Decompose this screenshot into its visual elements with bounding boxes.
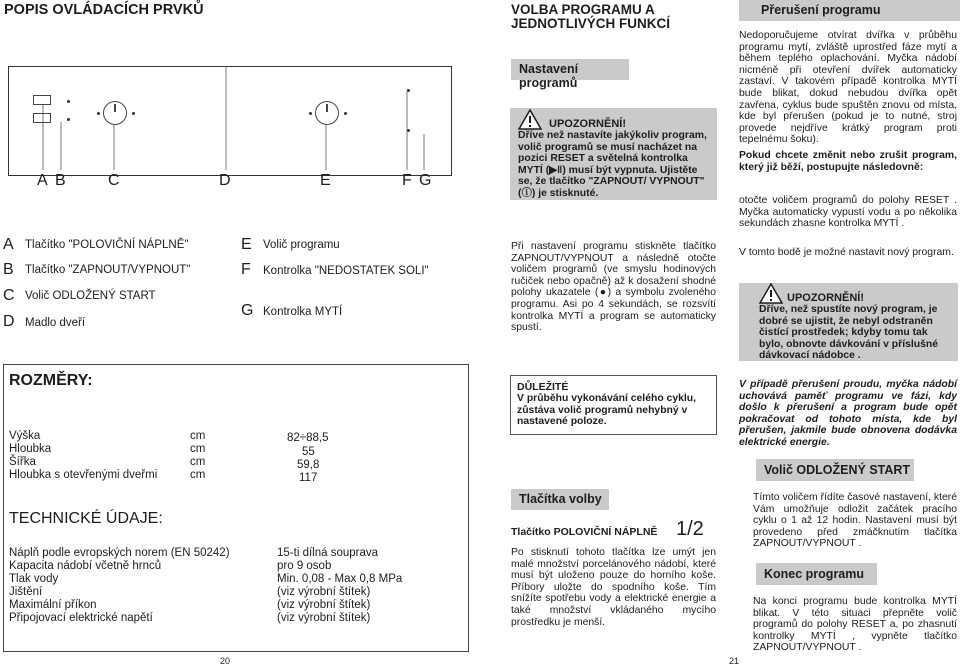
legend-letter-d: D: [3, 313, 15, 330]
dim-label-height: Výška: [9, 430, 41, 442]
cancel-paragraph-2: V tomto bodě je možné nastavit nový program.: [739, 247, 954, 258]
warning-text-2: Dříve, než spustíte nový program, je dobré se ujistit, že nebyl odstraněn čistící prostředek; kdyby tomu tak bylo, obnovte dávkování v příslušné dávkovací nádobce .: [759, 304, 938, 361]
warning-box-1: [510, 108, 717, 200]
tech-label-capacity: Náplň podle evropských norem (EN 50242): [9, 547, 230, 559]
delay-header-box: [756, 459, 914, 481]
technical-title: TECHNICKÉ ÚDAJE:: [9, 510, 163, 527]
panel-letter-f: F: [402, 172, 412, 189]
tech-label-dishes: Kapacita nádobí včetně hrnců: [9, 560, 162, 572]
legend-letter-a: A: [3, 236, 14, 253]
tech-value-fuse: (viz výrobní štítek): [277, 586, 371, 598]
important-box: [510, 375, 717, 435]
dim-label-open-depth: Hloubka s otevřenými dveřmi: [9, 469, 158, 481]
important-text: V průběhu vykonávání celého cyklu, zůstáva volič programů nehybný v nastavené poloze.: [517, 393, 697, 427]
interrupt-paragraph: Nedoporučujeme otvírat dvířka v průběhu programu mytí, zvláště uprostřed fáze mytí a během teplého oplachování. Myčka nádobí nicméně při otevření dvířek automaticky zastaví. V takovém případě kontrolka MYTÍ bude blikat, dokud nebudou dvířka opět zavřena, cyklus bude spuštěn znovu od místa, kde byl přerušen (pokud je to nutné, stroj provede nejdříve krátký program proti tepelnému šoku).: [739, 30, 957, 146]
warning-icon: [759, 283, 783, 304]
legend-letter-g: G: [241, 302, 254, 319]
page-title: POPIS OVLÁDACÍCH PRVKŮ: [4, 2, 204, 18]
page-number-left: 20: [220, 656, 231, 666]
setting-paragraph: Při nastavení programu stiskněte tlačítko ZAPNOUT/VYPNOUT a následně otočte voličem programů (ve smyslu hodinových ručiček nebo opačně) až k dosažení shodné polohy ukazatele (●) a symbolu zvoleného programu. Asi po 4 sekundách, se rozsvítí kontrolka MYTÍ a program se automaticky spustí.: [511, 241, 716, 334]
legend-label-c: Volič ODLOŽENÝ START: [25, 290, 156, 302]
legend-letter-e: E: [241, 236, 252, 253]
dim-unit-open-depth: cm: [190, 469, 206, 481]
tech-value-pressure: Min. 0,08 - Max 0,8 MPa: [277, 573, 403, 585]
dim-label-depth: Hloubka: [9, 443, 52, 455]
tech-value-voltage: (viz výrobní štítek): [277, 612, 371, 624]
warning-box-2: [739, 283, 958, 361]
end-header-box: [756, 563, 877, 585]
warning-title-2: UPOZORNĚNÍ!: [787, 292, 864, 304]
delay-header: Volič ODLOŽENÝ START: [764, 463, 911, 477]
legend-label-g: Kontrolka MYTÍ: [263, 306, 343, 318]
tech-label-pressure: Tlak vody: [9, 573, 59, 585]
important-title: DŮLEŽITÉ: [517, 381, 569, 393]
tech-label-fuse: Jištění: [9, 586, 43, 598]
leader-lines: [0, 0, 470, 185]
panel-letter-g: G: [419, 172, 432, 189]
dim-unit-depth: cm: [190, 443, 206, 455]
power-outage-note: V případě přerušení proudu, myčka nádobí uchovává paměť programu ve fázi, kdy došlo k přerušení a program bude opět pokračovat od tohoto místa, kde byl přerušen, jakmile bude obnovena dodávka elektrické energie.: [739, 379, 957, 448]
warning-text-1: Dříve než nastavíte jakýkoliv program, volič programů se musí nacházet na pozici RESET a světelná kontrolka MYTÍ (▶‖) musí být vypnuta. Ujistěte se, že tlačítko "ZAPNOUT/ VYPNOUT" (ⓘ) je stisknuté.: [518, 130, 707, 199]
half-load-paragraph: Po stisknutí tohoto tlačítka lze umýt jen malé množství porcelánového nádobí, které musí být uloženo pouze do horního koše. Příbory uložte do spodního koše. Tím snížíte spotřebu vody a elektrické energie a také množství vkládaného mycího prostředku je menší.: [511, 547, 716, 628]
program-section-title-2: JEDNOTLIVÝCH FUNKCÍ: [511, 16, 671, 31]
dim-unit-width: cm: [190, 456, 206, 468]
dimensions-title: ROZMĚRY:: [9, 372, 93, 389]
setting-header-box: [511, 59, 629, 90]
legend-letter-c: C: [3, 287, 15, 304]
legend-letter-b: B: [3, 261, 14, 278]
tech-value-capacity: 15-ti dílná souprava: [277, 547, 379, 559]
end-paragraph: Na konci programu bude kontrolka MYTÍ blikat. V této situaci přepněte volič programů do polohy RESET a, po zhasnutí kontrolky MYTÍ , vypněte tlačítko ZAPNOUT/VYPNOUT .: [753, 596, 957, 654]
panel-letter-d: D: [219, 172, 231, 189]
tech-label-power: Maximální příkon: [9, 599, 97, 611]
setting-header: Nastavení programů: [519, 62, 579, 90]
legend-label-a: Tlačítko "POLOVIČNÍ NÁPLNĚ": [25, 239, 189, 251]
half-load-symbol: 1/2: [676, 518, 704, 540]
legend-label-f: Kontrolka "NEDOSTATEK SOLI": [263, 265, 429, 277]
interrupt-header: Přerušení programu: [761, 3, 881, 17]
legend-label-d: Madlo dveří: [25, 317, 86, 329]
delay-paragraph: Tímto voličem řídíte časové nastavení, které Vám umožňuje odložit začátek pracího cyklu o 1 až 12 hodin. Nastavení musí být provedeno před zmáčknutím tlačítka ZAPNOUT/VYPNOUT .: [753, 492, 957, 550]
dim-value-depth: 55: [302, 446, 315, 458]
dim-label-width: Šířka: [9, 456, 36, 468]
half-load-label: Tlačítko POLOVIČNÍ NÁPLNĚ: [511, 526, 658, 538]
cancel-title: Pokud chcete změnit nebo zrušit program, který již běží, postupujte následovně:: [739, 150, 957, 173]
warning-title-1: UPOZORNĚNÍ!: [549, 118, 626, 130]
legend-label-e: Volič programu: [263, 239, 340, 251]
panel-letter-c: C: [108, 172, 120, 189]
panel-letter-a: A: [37, 172, 48, 189]
program-section-title-1: VOLBA PROGRAMU A: [511, 2, 655, 17]
tech-value-dishes: pro 9 osob: [277, 560, 332, 572]
legend-letter-f: F: [241, 261, 251, 278]
dim-value-open-depth: 117: [299, 472, 318, 484]
end-header: Konec programu: [764, 567, 865, 581]
dim-value-height: 82÷88,5: [287, 432, 329, 444]
buttons-header: Tlačítka volby: [519, 492, 602, 506]
interrupt-header-box: [739, 0, 960, 21]
buttons-header-box: [511, 489, 609, 510]
dim-unit-height: cm: [190, 430, 206, 442]
panel-letter-e: E: [320, 172, 331, 189]
warning-icon: [518, 109, 542, 130]
cancel-paragraph: otočte voličem programů do polohy RESET . Myčka automaticky vypustí vodu a po několika sekundách zhasne kontrolka MYTÍ .: [739, 195, 957, 230]
tech-value-power: (viz výrobní štítek): [277, 599, 371, 611]
legend-label-b: Tlačítko "ZAPNOUT/VYPNOUT": [25, 264, 191, 276]
panel-letter-b: B: [55, 172, 66, 189]
page-number-right: 21: [729, 656, 740, 666]
dim-value-width: 59,8: [297, 459, 320, 471]
specs-box: [3, 364, 469, 652]
tech-label-voltage: Připojovací elektrické napětí: [9, 612, 153, 624]
